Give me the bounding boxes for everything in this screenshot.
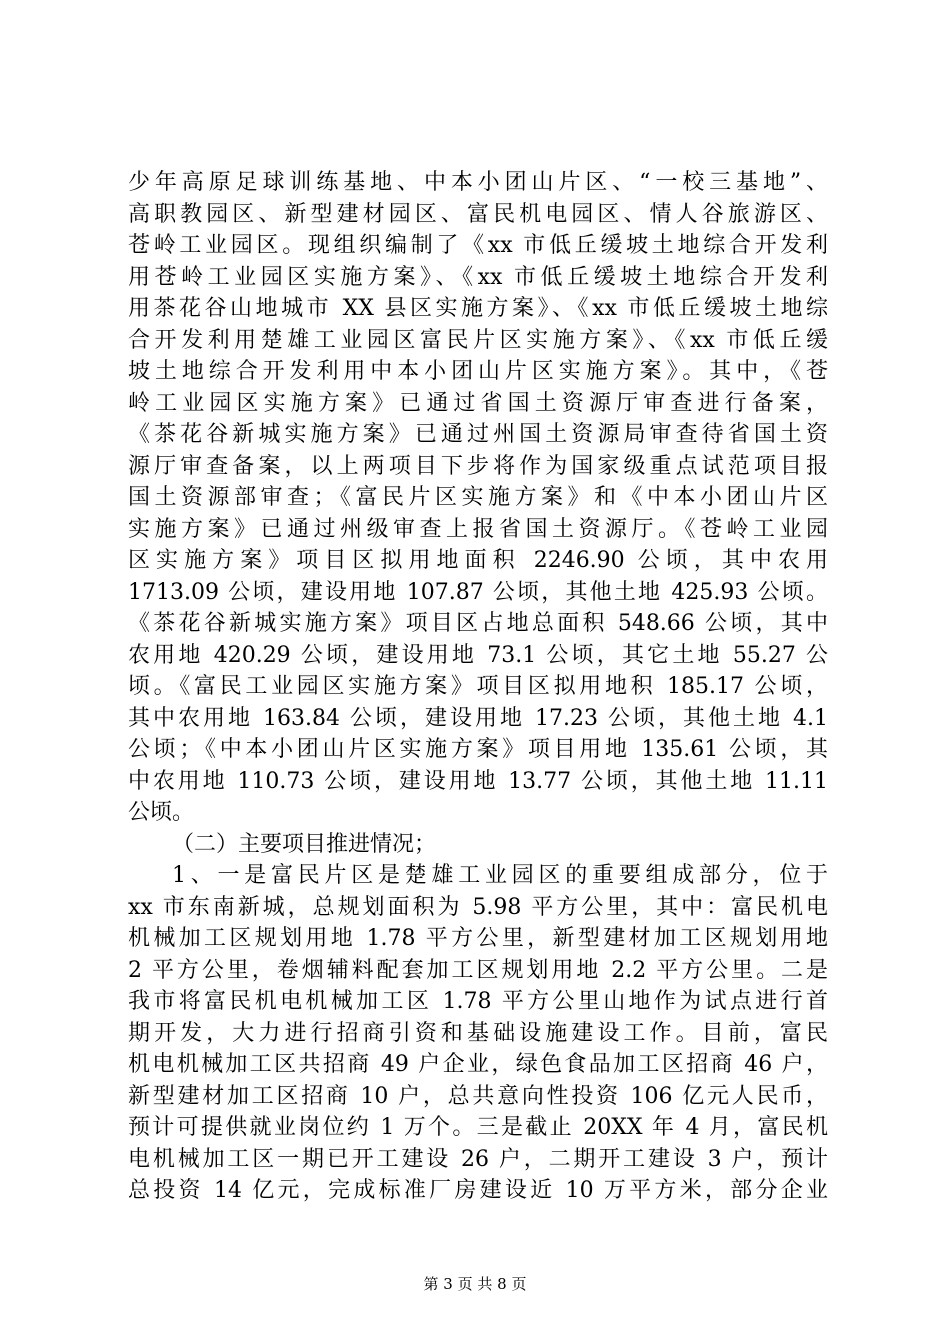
text-line: 用苍岭工业园区实施方案》、《xx 市低丘缓坡土地综合开发利 xyxy=(128,264,828,290)
text-line: 1、一是富民片区是楚雄工业园区的重要组成部分，位于 xyxy=(172,863,828,888)
text-line: 合开发利用楚雄工业园区富民片区实施方案》、《xx 市低丘缓 xyxy=(128,327,828,353)
text-line: 《茶花谷新城实施方案》已通过州国土资源局审查待省国土资 xyxy=(128,422,828,447)
text-line: 机电机械加工区共招商 49 户企业，绿色食品加工区招商 46 户， xyxy=(128,1052,828,1077)
text-line: 预计可提供就业岗位约 1 万个。三是截止 20XX 年 4 月，富民机 xyxy=(128,1115,828,1140)
text-line: 用茶花谷山地城市 XX 县区实施方案》、《xx 市低丘缓坡土地综 xyxy=(128,296,828,321)
text-line: 其中农用地 163.84 公顷，建设用地 17.23 公顷，其他土地 4.1 xyxy=(128,705,828,731)
text-line: 2 平方公里，卷烟辅料配套加工区规划用地 2.2 平方公里。二是 xyxy=(128,957,828,983)
text-line: 我市将富民机电机械加工区 1.78 平方公里山地作为试点进行首 xyxy=(128,989,828,1014)
document-body xyxy=(128,167,828,1207)
text-line: 《茶花谷新城实施方案》项目区占地总面积 548.66 公顷，其中 xyxy=(128,611,828,636)
text-line: 期开发，大力进行招商引资和基础设施建设工作。目前，富民 xyxy=(128,1020,828,1046)
paragraph-land-plans xyxy=(128,167,828,829)
text-line: 公顷。 xyxy=(128,800,195,825)
text-line: 顷。《富民工业园区实施方案》项目区拟用地积 185.17 公顷， xyxy=(128,674,828,699)
text-line: 岭工业园区实施方案》已通过省国土资源厅审查进行备案， xyxy=(128,390,828,416)
text-line: 公顷；《中本小团山片区实施方案》项目用地 135.61 公顷，其 xyxy=(128,737,828,762)
text-line: 新型建材加工区招商 10 户，总共意向性投资 106 亿元人民币， xyxy=(128,1083,828,1109)
text-line: 源厅审查备案，以上两项目下步将作为国家级重点试范项目报 xyxy=(128,453,828,479)
text-line: 中农用地 110.73 公顷，建设用地 13.77 公顷，其他土地 11.11 xyxy=(128,768,828,794)
section-heading: （二）主要项目推进情况； xyxy=(172,831,437,857)
text-line: 坡土地综合开发利用中本小团山片区实施方案》。其中，《苍 xyxy=(128,359,828,384)
text-line: 高职教园区、新型建材园区、富民机电园区、情人谷旅游区、 xyxy=(128,201,828,227)
text-line: 区实施方案》项目区拟用地面积 2246.90 公顷，其中农用 xyxy=(128,548,828,573)
text-line: 1713.09 公顷，建设用地 107.87 公顷，其他土地 425.93 公顷。 xyxy=(128,579,828,605)
text-line: 总投资 14 亿元，完成标准厂房建设近 10 万平方米，部分企业 xyxy=(128,1178,828,1203)
paragraph-project-progress xyxy=(128,860,828,1207)
text-line: xx 市东南新城，总规划面积为 5.98 平方公里，其中：富民机电 xyxy=(128,894,828,920)
text-line: 苍岭工业园区。现组织编制了《xx 市低丘缓坡土地综合开发利 xyxy=(128,233,828,258)
text-line: 少年高原足球训练基地、中本小团山片区、“一校三基地”、 xyxy=(128,170,828,195)
text-line: 国土资源部审查；《富民片区实施方案》和《中本小团山片区 xyxy=(128,485,828,510)
text-line: 电机械加工区一期已开工建设 26 户，二期开工建设 3 户，预计 xyxy=(128,1146,828,1172)
page-footer: 第 3 页 共 8 页 xyxy=(423,1275,527,1293)
text-line: 机械加工区规划用地 1.78 平方公里，新型建材加工区规划用地 xyxy=(128,926,828,951)
text-line: 实施方案》已通过州级审查上报省国土资源厅。《苍岭工业园 xyxy=(128,516,828,542)
text-line: 农用地 420.29 公顷，建设用地 73.1 公顷，其它土地 55.27 公 xyxy=(128,642,828,668)
